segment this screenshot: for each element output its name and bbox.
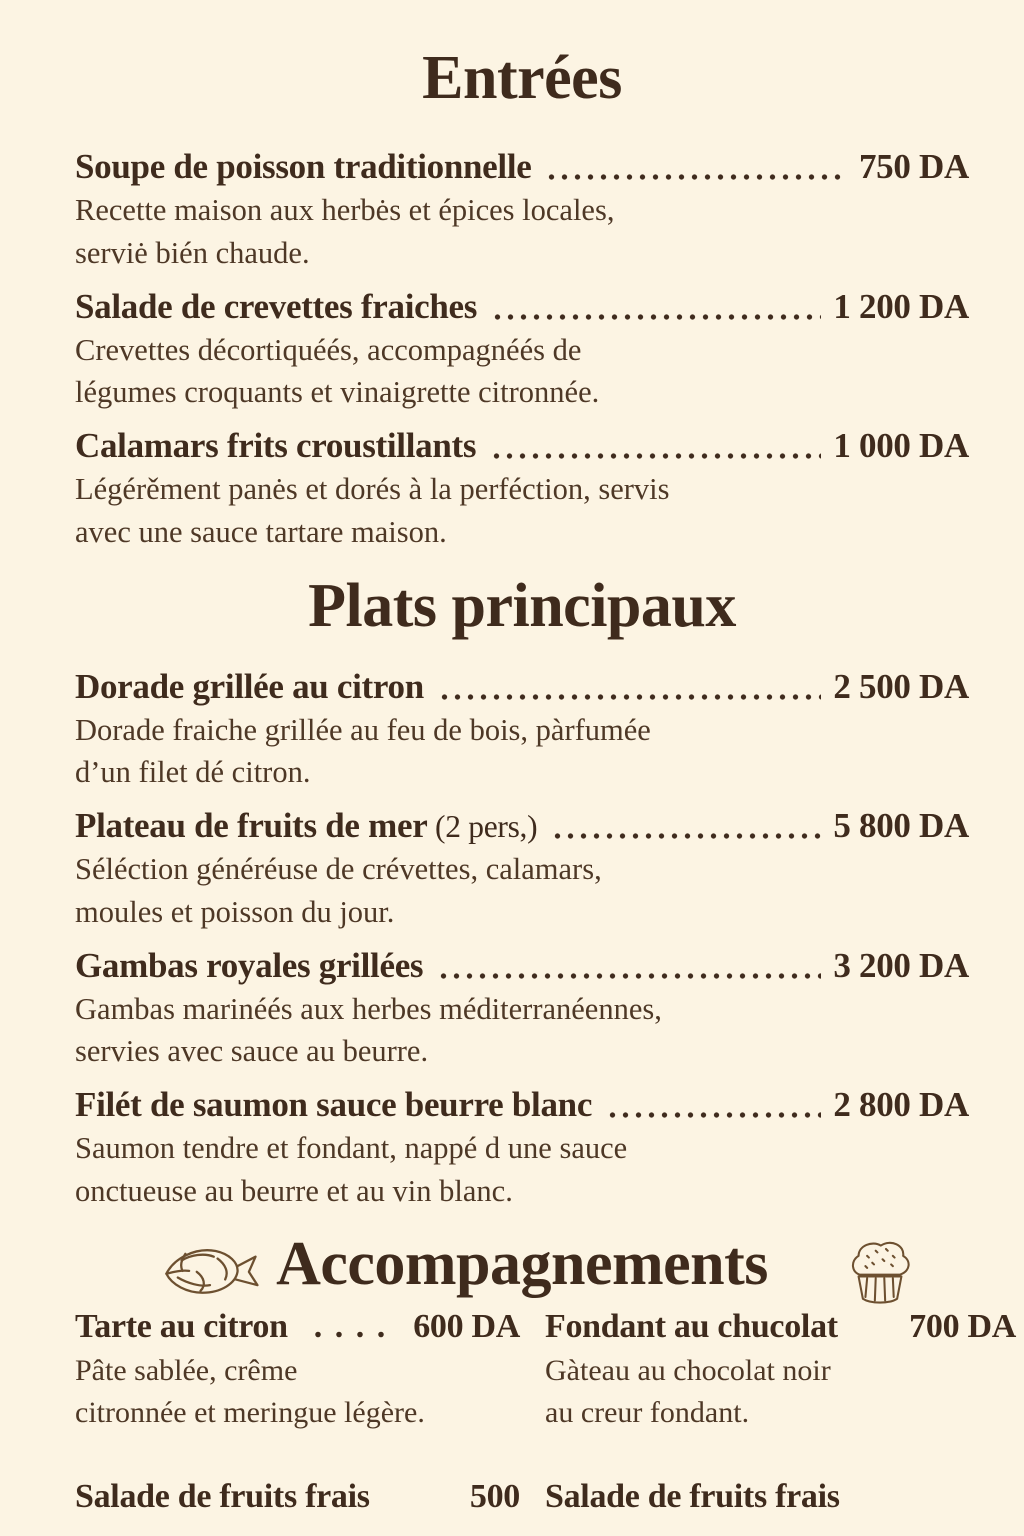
item-row (75, 804, 969, 848)
item-price: 750 DA (858, 147, 969, 187)
description-line: citronnée et meringue légère. (75, 1395, 425, 1429)
item-row (75, 665, 969, 709)
menu-item (75, 665, 969, 794)
dotted-leader (437, 973, 821, 979)
item-row (75, 944, 969, 988)
description-line: Gambas marinéés aux herbes méditerranéennes, (75, 991, 662, 1026)
item-description (75, 1127, 969, 1212)
menu-item (75, 804, 969, 933)
dessert-column-right (545, 1306, 1016, 1518)
item-price: 2 800 DA (833, 1085, 969, 1124)
description-line: servies avec sauce au beurre. (75, 1034, 429, 1069)
item-price: 600 DA (413, 1307, 520, 1345)
description-line: légumes croquants et vinaigrette citronnée. (75, 375, 600, 410)
cupcake-icon (841, 1237, 919, 1314)
item-price: 2 500 DA (833, 666, 969, 706)
item-row (75, 424, 969, 468)
menu-item (75, 145, 969, 274)
item-price: 1 000 DA (833, 426, 969, 466)
description-line: Crevettes décortiquéés, accompagnéés de (75, 332, 582, 367)
menu-item (75, 285, 969, 414)
item-price: 500 (469, 1477, 520, 1515)
item-row (545, 1306, 1016, 1348)
fish-icon (151, 1232, 269, 1311)
item-name: Salade de fruits frais (545, 1477, 840, 1515)
item-price: 5 800 DA (833, 806, 969, 846)
item-name: Salade de fruits frais (75, 1477, 370, 1515)
description-line: serviė bién chaude. (75, 235, 310, 270)
item-name: Salade de crevettes fraiches (75, 286, 478, 326)
item-description (75, 1350, 520, 1434)
item-name: Plateau de fruits de mer (75, 806, 428, 846)
item-description (75, 848, 969, 933)
accompagnements-header (75, 1232, 969, 1297)
description-line: moules et poisson du jour. (75, 894, 395, 929)
dessert-column-left (75, 1306, 520, 1518)
section-title-plats-principaux: Plats principaux (308, 571, 736, 640)
description-line: Gàteau au chocolat noir (545, 1353, 831, 1387)
description-line: Saumon tendre et fondant, nappé d une sauce (75, 1131, 628, 1166)
dotted-leader (438, 694, 821, 700)
item-description (75, 189, 969, 274)
item-row (545, 1476, 1016, 1518)
section-title-accompagnements: Accompagnements (276, 1230, 768, 1299)
item-description (75, 988, 969, 1073)
item-name: Soupe de poisson traditionnelle (75, 147, 532, 187)
item-name-suffix: (2 pers,) (427, 809, 538, 845)
item-row (75, 1306, 520, 1348)
item-price: 1 200 DA (833, 286, 969, 326)
menu-item (75, 424, 969, 553)
dotted-leader (545, 174, 847, 180)
description-line: Séléction généréuse de crévettes, calamars, (75, 852, 602, 887)
item-price: 700 DA (909, 1307, 1016, 1345)
description-line: Légérěment panės et dorés à la perféction, servis (75, 472, 670, 507)
description-line: avec une sauce tartare maison. (75, 514, 447, 549)
dessert-columns (75, 1306, 1016, 1518)
dotted-leader (490, 453, 821, 459)
item-name: Calamars frits croustillants (75, 426, 477, 466)
item-name: Fondant au chucolat (545, 1307, 838, 1345)
description-line: au creur fondant. (545, 1395, 750, 1429)
description-line: onctueuse au beurre et au vin blanc. (75, 1173, 513, 1208)
item-row (75, 145, 969, 189)
item-row (75, 1476, 520, 1518)
dotted-leader: . . . . (313, 1307, 388, 1345)
dotted-leader (551, 833, 821, 839)
item-description (75, 329, 969, 414)
item-name: Tarte au citron (75, 1307, 288, 1345)
item-description (75, 709, 969, 794)
description-line: Dorade fraiche grillée au feu de bois, pàrfumée (75, 712, 651, 747)
description-line: Recette maison aux herbės et épices locales, (75, 193, 615, 228)
section-title-entrees: Entrées (422, 44, 622, 112)
dotted-leader (606, 1112, 821, 1118)
menu-item (75, 944, 969, 1073)
dotted-leader (491, 314, 821, 320)
item-name: Filét de saumon sauce beurre blanc (75, 1085, 593, 1124)
description-line: Pâte sablée, crême (75, 1353, 298, 1387)
item-name: Dorade grillée au citron (75, 666, 424, 706)
menu-item (75, 1083, 969, 1212)
item-row (75, 1083, 969, 1127)
item-row (75, 285, 969, 329)
item-description (75, 468, 969, 553)
description-line: d’un filet dé citron. (75, 755, 311, 790)
item-description (545, 1350, 1016, 1434)
item-price: 3 200 DA (833, 945, 969, 985)
item-name: Gambas royales grillées (75, 945, 424, 985)
